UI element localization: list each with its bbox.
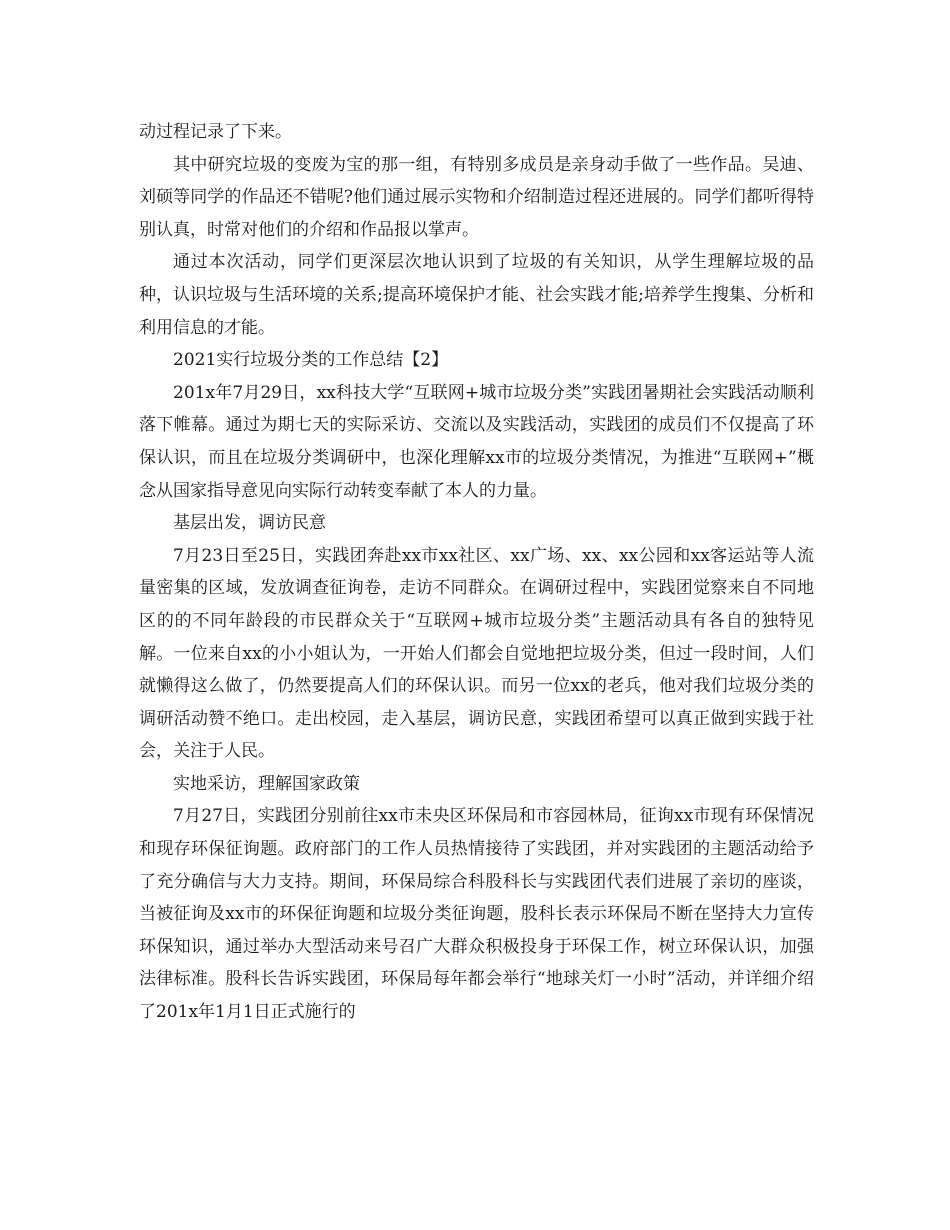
subheading-grassroots: 基层出发，调访民意 bbox=[173, 513, 326, 534]
paragraph-survey: 7月23日至25日，实践团奔赴xx市xx社区、xx广场、xx、xx公园和xx客运站等人流量密集的区域，发放调查征询卷，走访不同群众。在调研过程中，实践团觉察来自不同地区的的不同年龄段的市民群众关于“互联网+城市垃圾分类”主题活动具有各自的独特见解。一位来自xx的小小姐认为，一开始人们都会自觉地把垃圾分类，但过一段时间，人们就懒得这么做了，仍然要提高人们的环保认识。而另一位xx的老兵，他对我们垃圾分类的调研活动赞不绝口。走出校园，走入基层，调访民意，实践团希望可以真正做到实践于社会，关注于人民。 bbox=[139, 545, 814, 762]
paragraph-recycling-group: 其中研究垃圾的变废为宝的那一组，有特别多成员是亲身动手做了一些作品。吴迪、刘硕等同学的作品还不错呢?他们通过展示实物和介绍制造过程还进展的。同学们都听得特别认真，时常对他们的介绍和作品报以掌声。 bbox=[139, 154, 814, 240]
paragraph-practice-team: 201x年7月29日，xx科技大学“互联网+城市垃圾分类”实践团暑期社会实践活动顺利落下帷幕。通过为期七天的实际采访、交流以及实践活动，实践团的成员们不仅提高了环保认识，而且在垃圾分类调研中，也深化理解xx市的垃圾分类情况，为推进“互联网+”概念从国家指导意见向实际行动转变奉献了本人的力量。 bbox=[139, 382, 814, 501]
paragraph-activity-summary: 通过本次活动，同学们更深层次地认识到了垃圾的有关知识，从学生理解垃圾的品种，认识垃圾与生活环境的关系;提高环境保护才能、社会实践才能;培养学生搜集、分析和利用信息的才能。 bbox=[139, 252, 814, 338]
section-title: 2021实行垃圾分类的工作总结【2】 bbox=[173, 350, 449, 371]
paragraph-continuation: 动过程记录了下来。 bbox=[139, 122, 292, 142]
subheading-field-interview: 实地采访，理解国家政策 bbox=[173, 773, 360, 794]
document-body bbox=[139, 116, 814, 1029]
paragraph-environment-bureau: 7月27日，实践团分别前往xx市未央区环保局和市容园林局，征询xx市现有环保情况和现存环保征询题。政府部门的工作人员热情接待了实践团，并对实践团的主题活动给予了充分确信与大力支持。期间，环保局综合科股科长与实践团代表们进展了亲切的座谈，当被征询及xx市的环保征询题和垃圾分类征询题，股科长表示环保局不断在坚持大力宣传环保知识，通过举办大型活动来号召广大群众积极投身于环保工作，树立环保认识，加强法律标准。股科长告诉实践团，环保局每年都会举行“地球关灯一小时”活动，并详细介绍了201x年1月1日正式施行的 bbox=[139, 806, 814, 1023]
